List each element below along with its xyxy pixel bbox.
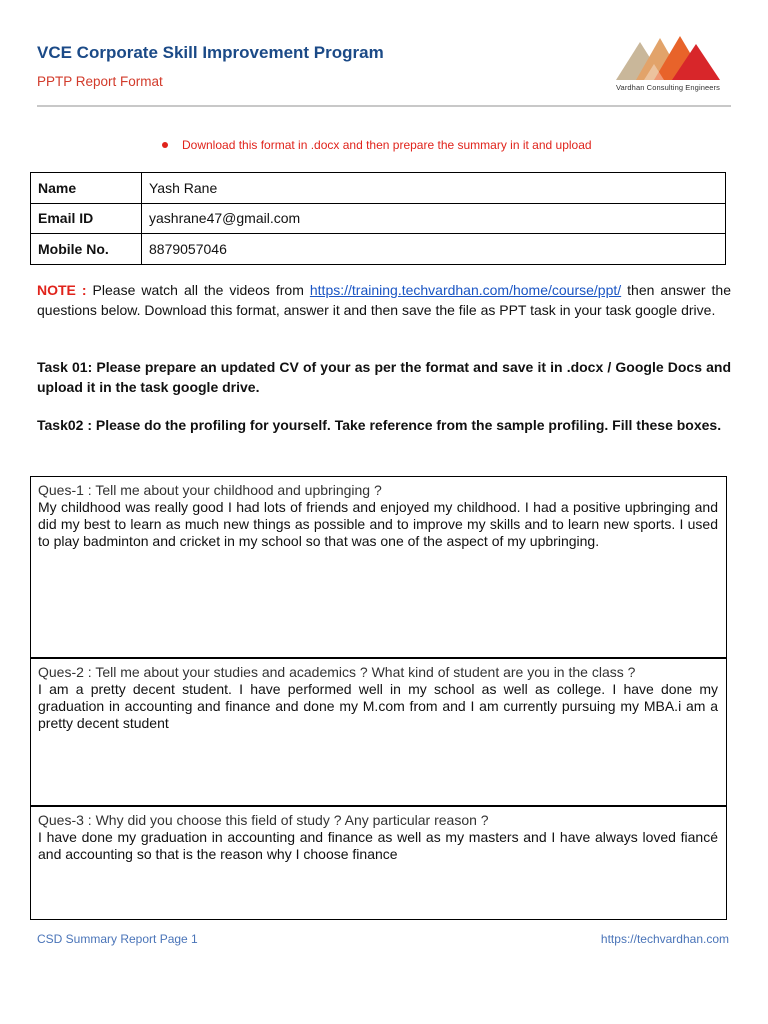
instruction-text: Download this format in .docx and then prepare the summary in it and upload: [182, 138, 592, 152]
table-row: [31, 173, 726, 204]
footer-page-label: CSD Summary Report Page 1: [37, 932, 198, 946]
table-row: [31, 234, 726, 265]
mobile-label: Mobile No.: [31, 234, 142, 265]
bullet-icon: [162, 142, 168, 148]
header-divider: [37, 105, 731, 107]
name-value: Yash Rane: [142, 173, 726, 204]
question-text: Ques-3 : Why did you choose this field of study ? Any particular reason ?: [38, 812, 489, 828]
student-info-table: [30, 172, 726, 265]
note-text-after: then answer the questions below. Download this format, answer it and then save the file as PPT task in your task google drive.: [37, 282, 731, 318]
logo-caption: Vardhan Consulting Engineers: [616, 83, 720, 92]
task-02: Task02 : Please do the profiling for yourself. Take reference from the sample profiling. Fill these boxes.: [37, 417, 722, 433]
training-link[interactable]: https://training.techvardhan.com/home/course/ppt/: [309, 282, 622, 298]
document-title: VCE Corporate Skill Improvement Program: [37, 43, 384, 62]
answer-text: My childhood was really good I had lots of friends and enjoyed my childhood. I had a positive upbringing and did my best to learn as much new things as possible and to improve my skills and to learn new sports. I used to play badminton and cricket in my school so that was one of the aspect of my upbringing.: [38, 499, 718, 549]
mountain-logo-icon: [614, 34, 722, 84]
question-text: Ques-1 : Tell me about your childhood and upbringing ?: [38, 482, 382, 498]
name-label: Name: [31, 173, 142, 204]
mobile-value: 8879057046: [142, 234, 726, 265]
task-01: Task 01: Please prepare an updated CV of your as per the format and save it in .docx / Google Docs and upload it in the task google drive.: [37, 359, 731, 395]
note-text-before: Please watch all the videos from: [86, 282, 310, 298]
question-text: Ques-2 : Tell me about your studies and academics ? What kind of student are you in the class ?: [38, 664, 636, 680]
instruction-bullet: [162, 138, 592, 152]
note-label: NOTE :: [37, 282, 87, 298]
note-paragraph: [37, 281, 731, 320]
company-logo: [614, 34, 722, 98]
footer-website-link[interactable]: https://techvardhan.com: [600, 932, 729, 946]
question-box-3: [30, 806, 727, 920]
question-box-1: [30, 476, 727, 658]
email-value: yashrane47@gmail.com: [142, 203, 726, 234]
answer-text: I am a pretty decent student. I have performed well in my school as well as college. I have done my graduation in accounting and finance and done my M.com from and I am currently pursuing my MBA.i am a pretty decent student: [38, 681, 718, 731]
document-subtitle: PPTP Report Format: [37, 74, 163, 89]
answer-text: I have done my graduation in accounting and finance as well as my masters and I have always loved fiancé and accounting so that is the reason why I choose finance: [38, 829, 718, 862]
email-label: Email ID: [31, 203, 142, 234]
table-row: [31, 203, 726, 234]
question-box-2: [30, 658, 727, 806]
